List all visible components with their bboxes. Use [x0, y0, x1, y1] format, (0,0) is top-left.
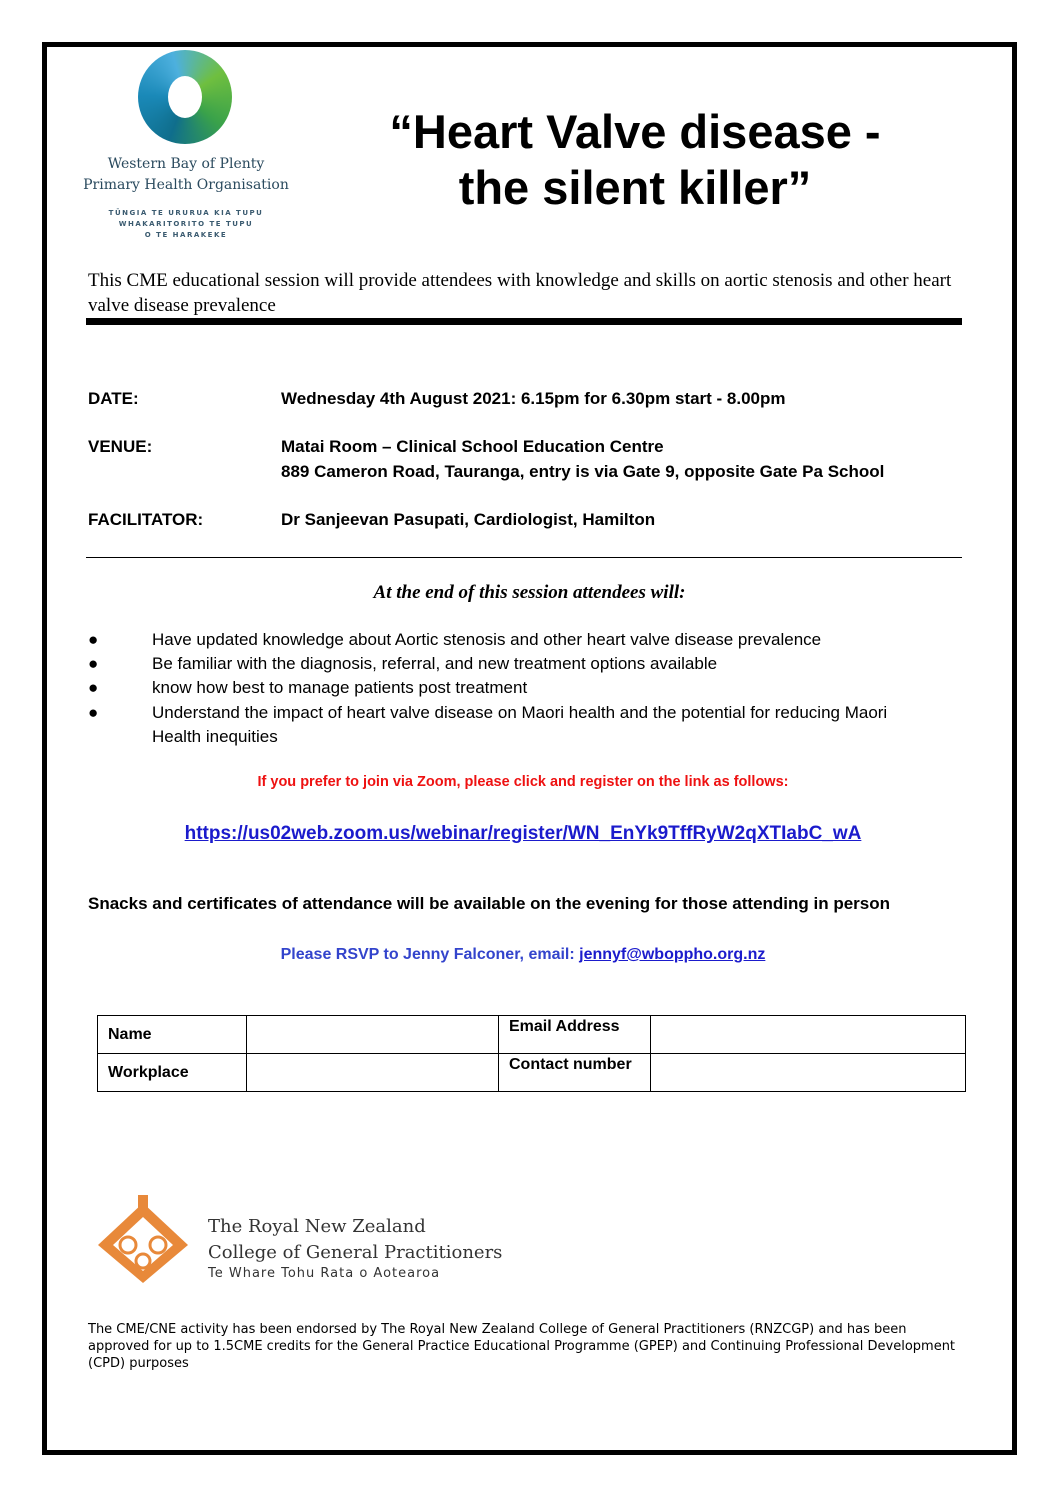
bullet-icon: ● — [88, 678, 99, 697]
registration-form — [97, 1015, 966, 1092]
page-title — [300, 104, 970, 216]
venue-value-line1: Matai Room – Clinical School Education Centre — [281, 437, 664, 456]
zoom-register-link[interactable]: https://us02web.zoom.us/webinar/register/WN_EnYk9TffRyW2qXTIabC_wA — [184, 823, 862, 844]
list-item-text: Have updated knowledge about Aortic stenosis and other heart valve disease prevalence — [152, 630, 822, 649]
list-item — [88, 652, 948, 676]
date-value: Wednesday 4th August 2021: 6.15pm for 6.30pm start - 8.00pm — [281, 389, 786, 408]
title-line2: the silent killer” — [458, 161, 812, 214]
rsvp-text: Please RSVP to Jenny Falconer, email: — [280, 946, 580, 963]
date-label: DATE: — [88, 389, 139, 408]
list-item — [88, 676, 948, 700]
motto-line: O TE HARAKEKE — [144, 231, 228, 239]
pho-name-line2: Primary Health Organisation — [83, 177, 289, 193]
contact-label: Contact number — [499, 1054, 651, 1092]
pho-logo-icon — [138, 50, 232, 144]
name-field[interactable] — [247, 1016, 499, 1054]
name-label: Name — [98, 1016, 247, 1054]
snacks-note: Snacks and certificates of attendance will be available on the evening for those attending in person — [88, 894, 891, 913]
list-item-text: Understand the impact of heart valve disease on Maori health and the potential for reducing Maori Health inequities — [152, 703, 888, 746]
pho-name — [56, 154, 316, 196]
motto-line: WHAKARITORITO TE TUPU — [118, 220, 254, 228]
list-item-text: know how best to manage patients post treatment — [152, 678, 528, 697]
bullet-icon: ● — [88, 703, 99, 722]
college-line1: The Royal New Zealand — [208, 1216, 426, 1237]
workplace-label: Workplace — [98, 1054, 247, 1092]
list-item-text: Be familiar with the diagnosis, referral, and new treatment options available — [152, 654, 718, 673]
rnzcgp-logo-text — [208, 1214, 502, 1282]
list-item — [88, 628, 948, 652]
venue-value-line2: 889 Cameron Road, Tauranga, entry is via Gate 9, opposite Gate Pa School — [281, 462, 885, 481]
intro-text: This CME educational session will provide attendees with knowledge and skills on aortic stenosis and other heart valve disease prevalence — [88, 270, 952, 316]
facilitator-label: FACILITATOR: — [88, 510, 204, 529]
college-line2: College of General Practitioners — [208, 1242, 503, 1263]
bullet-icon: ● — [88, 654, 99, 673]
rsvp-note — [0, 946, 1046, 964]
divider — [86, 557, 962, 558]
contact-field[interactable] — [651, 1054, 966, 1092]
rsvp-email-link[interactable]: jennyf@wboppho.org.nz — [579, 946, 766, 963]
motto-line: TŪNGIA TE URURUA KIA TUPU — [108, 209, 264, 217]
divider — [86, 318, 962, 325]
rnzcgp-crest-icon — [88, 1195, 198, 1287]
email-field[interactable] — [651, 1016, 966, 1054]
outcomes-heading: At the end of this session attendees will: — [373, 582, 686, 603]
endorsement-footer: The CME/CNE activity has been endorsed by The Royal New Zealand College of General Practitioners (RNZCGP) and has been approved for up to 1.5CME credits for the General Practice Educational Programme (GPEP) and Continuing Professional Development (CPD) purposes — [88, 1322, 956, 1371]
college-line3: Te Whare Tohu Rata o Aotearoa — [208, 1266, 441, 1281]
zoom-note: If you prefer to join via Zoom, please click and register on the link as follows: — [257, 774, 789, 790]
venue-label: VENUE: — [88, 437, 153, 456]
facilitator-value: Dr Sanjeevan Pasupati, Cardiologist, Hamilton — [281, 510, 656, 529]
email-label: Email Address — [499, 1016, 651, 1054]
title-line1: “Heart Valve disease - — [389, 105, 881, 158]
workplace-field[interactable] — [247, 1054, 499, 1092]
pho-motto — [86, 208, 286, 241]
pho-name-line1: Western Bay of Plenty — [107, 156, 265, 172]
list-item — [88, 701, 938, 749]
bullet-icon: ● — [88, 630, 99, 649]
